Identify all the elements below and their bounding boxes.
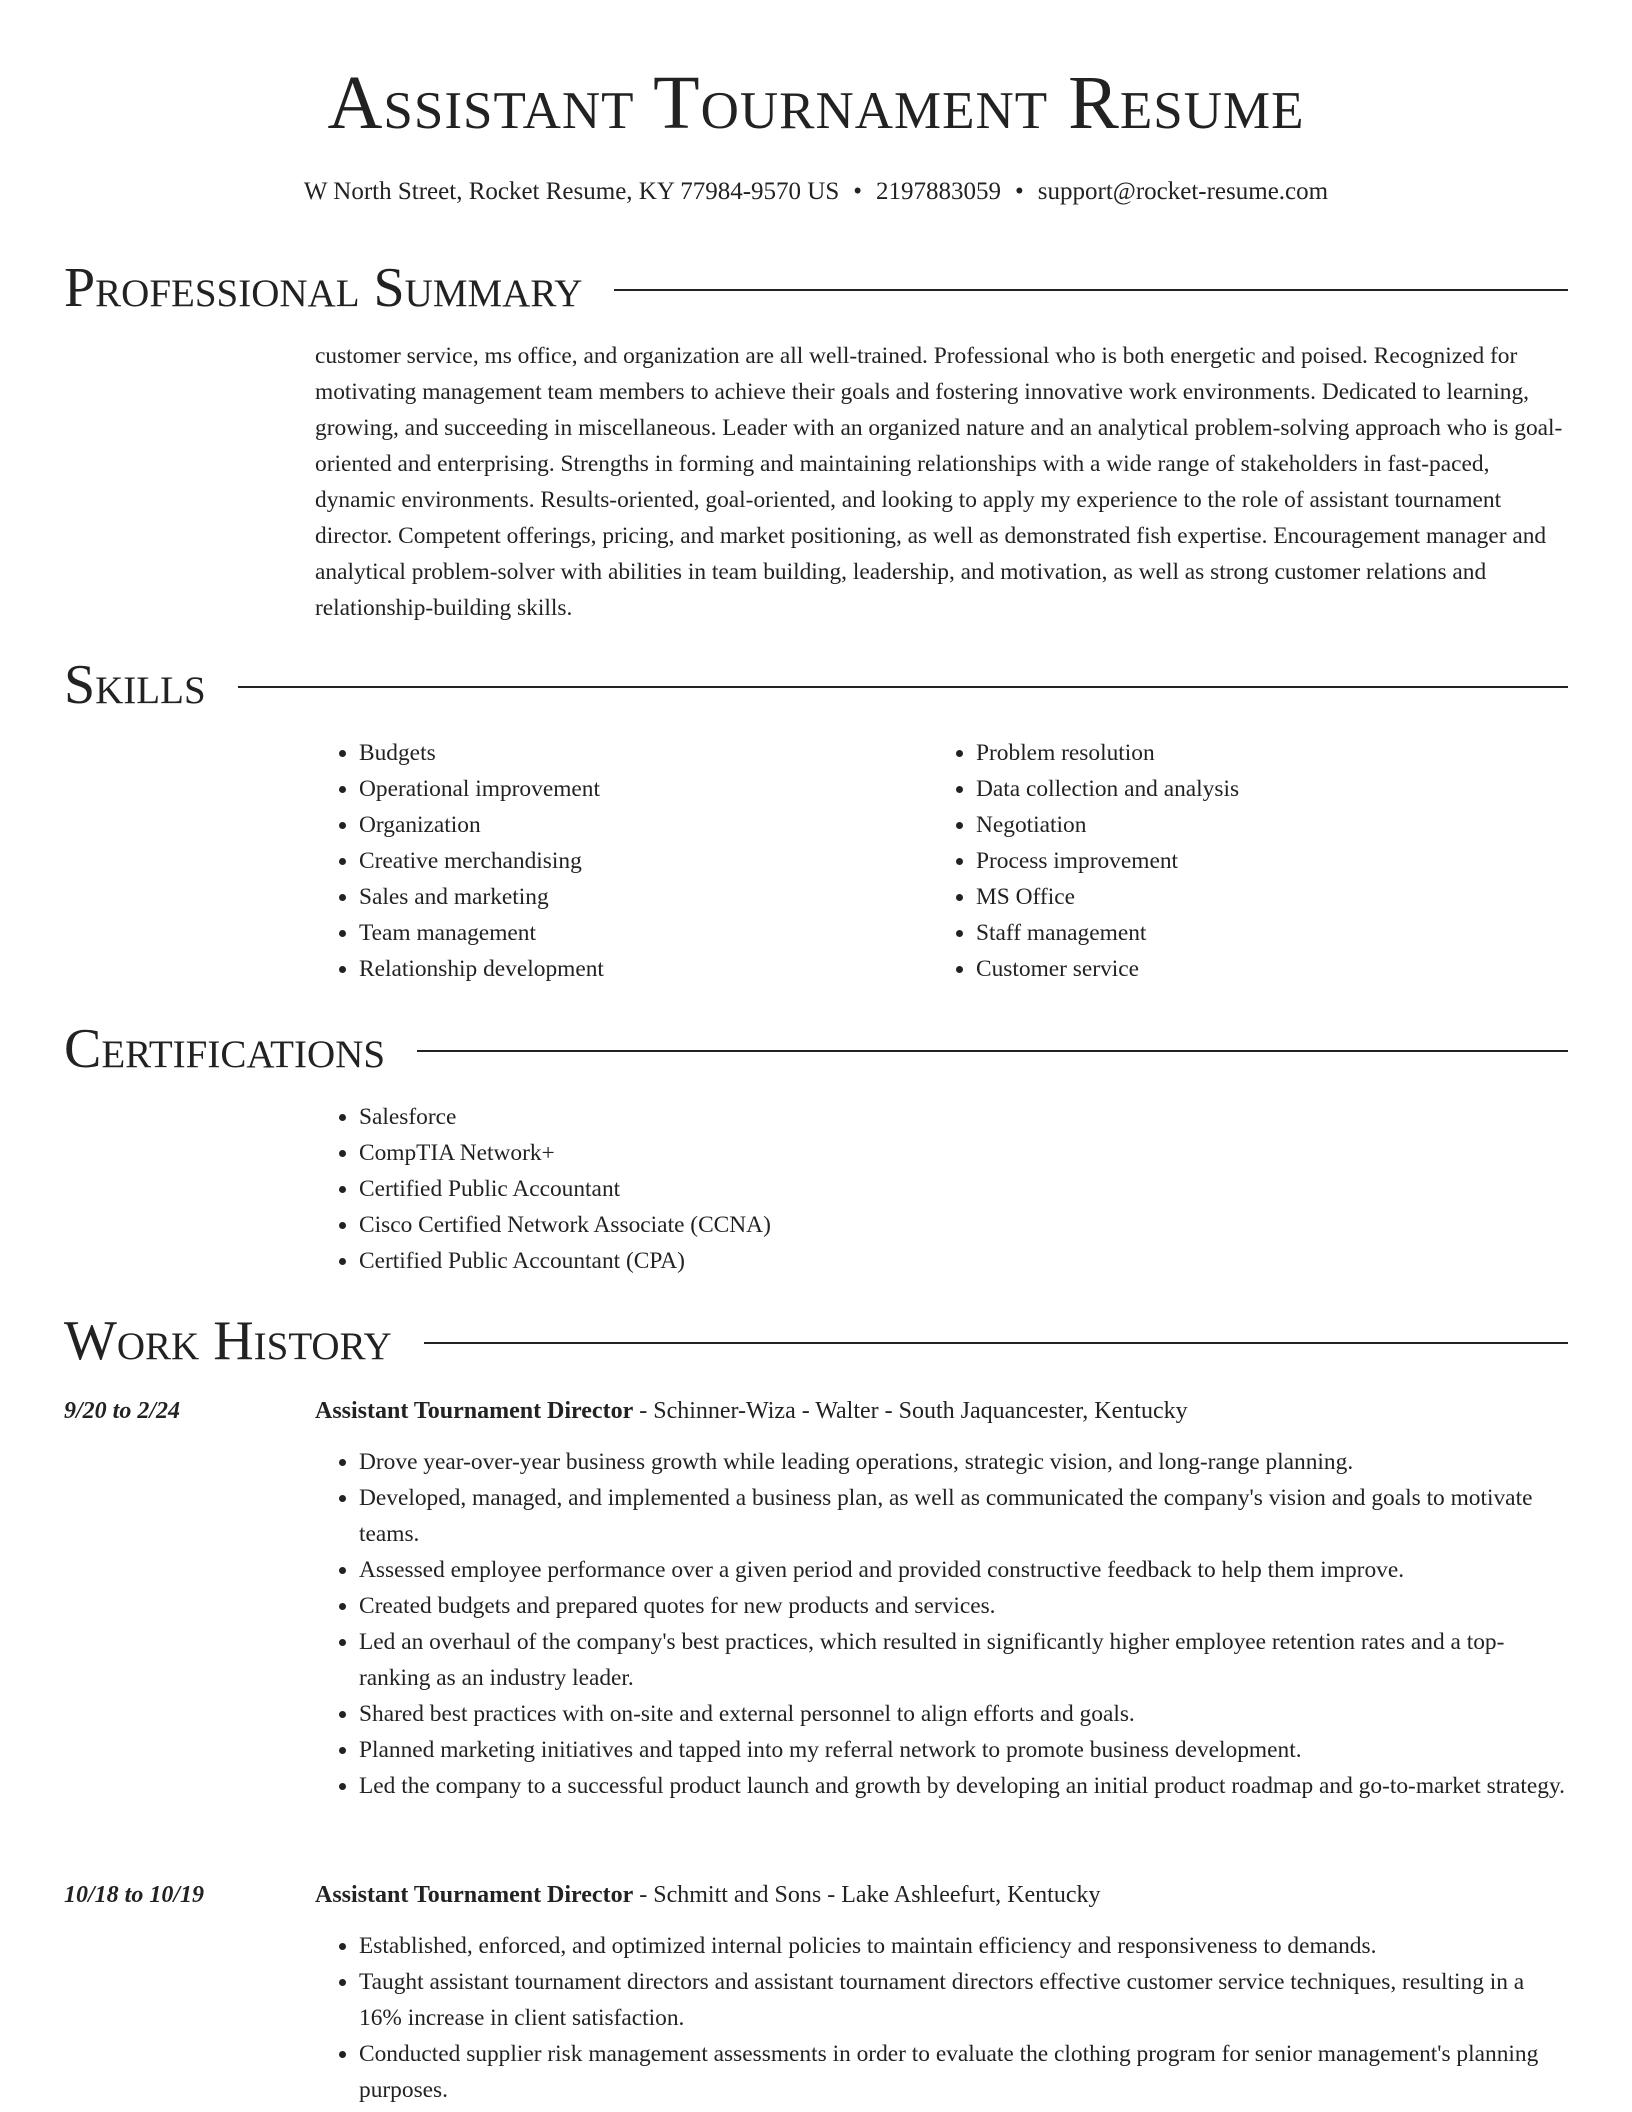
certification-item: • Certified Public Accountant (CPA) xyxy=(359,1243,1215,1279)
job-title: Assistant Tournament Director xyxy=(315,1882,634,1908)
job-bullet-item: • Assessed employee performance over a given period and provided constructive feedback to help them improve. xyxy=(359,1552,1570,1588)
resume-title: Assistant Tournament Resume xyxy=(327,61,1305,145)
job-bullet-item: • Shared best practices with on-site and external personnel to align efforts and goals. xyxy=(359,1696,1570,1732)
contact-line xyxy=(0,172,1632,212)
job-bullet-item: • Led the company to a successful product launch and growth by developing an initial product roadmap and go-to-market strategy. xyxy=(359,1768,1570,1804)
certification-item: • Certified Public Accountant xyxy=(359,1171,1215,1207)
contact-separator: • xyxy=(1015,178,1024,205)
job-bullets xyxy=(315,1444,1570,1804)
section-title-certifications: Certifications xyxy=(64,1018,386,1080)
job-bullet-item: • Taught assistant tournament directors and assistant tournament directors effective customer service techniques, resulting in a 16% increase in client satisfaction. xyxy=(359,1964,1570,2036)
skill-item: • Process improvement xyxy=(976,843,1552,879)
skill-item: • MS Office xyxy=(976,879,1552,915)
certifications-block xyxy=(315,1099,1215,1279)
section-header-work-history xyxy=(64,1306,1568,1376)
section-divider xyxy=(424,1342,1568,1344)
job-bullet-item: • Drove year-over-year business growth while leading operations, strategic vision, and long-range planning. xyxy=(359,1444,1570,1480)
contact-address: W North Street, Rocket Resume, KY 77984-9570 US xyxy=(303,178,840,205)
job-company-location: - Schinner-Wiza - Walter - South Jaquancester, Kentucky xyxy=(633,1398,1188,1424)
job-bullets xyxy=(315,1928,1570,2108)
job-bullet-item: • Established, enforced, and optimized internal policies to maintain efficiency and responsiveness to demands. xyxy=(359,1928,1570,1964)
skill-item: • Budgets xyxy=(359,735,915,771)
skill-item: • Staff management xyxy=(976,915,1552,951)
section-divider xyxy=(417,1050,1568,1052)
skill-item: • Team management xyxy=(359,915,915,951)
section-title-skills: Skills xyxy=(64,654,206,716)
skill-item: • Customer service xyxy=(976,951,1552,987)
section-divider xyxy=(614,289,1568,291)
section-header-certifications xyxy=(64,1014,1568,1084)
job-heading xyxy=(315,1877,1100,1913)
certification-item: • Salesforce xyxy=(359,1099,1215,1135)
skill-item: • Negotiation xyxy=(976,807,1552,843)
skill-item: • Operational improvement xyxy=(359,771,915,807)
skill-item: • Sales and marketing xyxy=(359,879,915,915)
job-dates: 10/18 to 10/19 xyxy=(64,1882,205,1908)
contact-phone: 2197883059 xyxy=(876,178,1002,205)
job-title: Assistant Tournament Director xyxy=(315,1398,634,1424)
contact-email: support@rocket-resume.com xyxy=(1037,178,1329,205)
summary-text: customer service, ms office, and organization are all well-trained. Professional who is both energetic and poised. Recognized for motivating management team members to achieve their goals and fostering innovative work environments. Dedicated to learning, growing, and succeeding in miscellaneous. Leader with an organized nature and an analytical problem-solving approach who is goal-oriented and enterprising. Strengths in forming and maintaining relationships with a wide range of stakeholders in fast-paced, dynamic environments. Results-oriented, goal-oriented, and looking to apply my experience to the role of assistant tournament director. Competent offerings, pricing, and market positioning, as well as demonstrated fish expertise. Encouragement manager and analytical problem-solver with abilities in team building, leadership, and motivation, as well as strong customer relations and relationship-building skills. xyxy=(315,343,1563,621)
skill-item: • Relationship development xyxy=(359,951,915,987)
skill-item: • Creative merchandising xyxy=(359,843,915,879)
job-bullet-item: • Created budgets and prepared quotes for new products and services. xyxy=(359,1588,1570,1624)
skills-list-left xyxy=(315,735,915,987)
job-bullet-item: • Developed, managed, and implemented a business plan, as well as communicated the company's vision and goals to motivate teams. xyxy=(359,1480,1570,1552)
section-title-work-history: Work History xyxy=(64,1310,392,1372)
job-bullet-item: • Conducted supplier risk management assessments in order to evaluate the clothing program for senior management's planning purposes. xyxy=(359,2036,1570,2108)
certification-item: • CompTIA Network+ xyxy=(359,1135,1215,1171)
skill-item: • Data collection and analysis xyxy=(976,771,1552,807)
section-divider xyxy=(238,686,1568,688)
contact-separator: • xyxy=(853,178,863,205)
skills-list-right xyxy=(932,735,1552,987)
certifications-list xyxy=(315,1099,1215,1279)
section-header-skills xyxy=(64,650,1568,720)
job-bullet-item: • Planned marketing initiatives and tapped into my referral network to promote business development. xyxy=(359,1732,1570,1768)
job-heading xyxy=(315,1393,1188,1429)
section-header-summary xyxy=(64,253,1568,323)
job-bullet-item: • Led an overhaul of the company's best practices, which resulted in significantly higher employee retention rates and a top-ranking as an industry leader. xyxy=(359,1624,1570,1696)
section-title-summary: Professional Summary xyxy=(64,257,583,319)
skills-column-left xyxy=(315,735,915,987)
skill-item: • Problem resolution xyxy=(976,735,1552,771)
skills-column-right xyxy=(932,735,1552,987)
certification-item: • Cisco Certified Network Associate (CCNA) xyxy=(359,1207,1215,1243)
skill-item: • Organization xyxy=(359,807,915,843)
job-company-location: - Schmitt and Sons - Lake Ashleefurt, Kentucky xyxy=(633,1882,1101,1908)
job-dates: 9/20 to 2/24 xyxy=(64,1398,181,1424)
